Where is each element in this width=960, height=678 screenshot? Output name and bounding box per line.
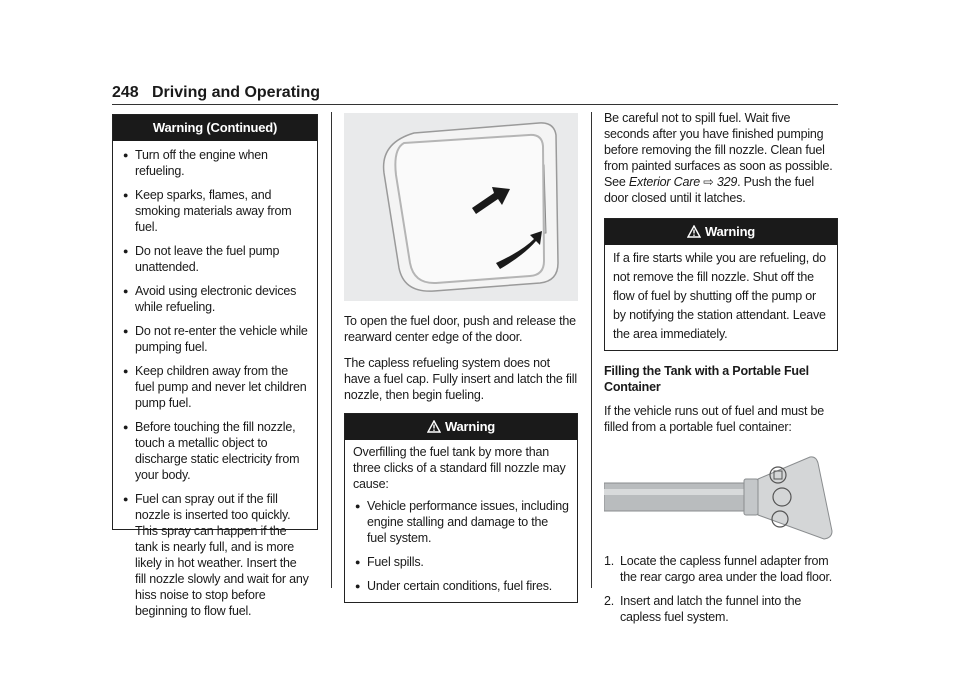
fuel-door-illustration: [344, 113, 578, 301]
column-2: [344, 113, 578, 603]
warning-intro: Overfilling the fuel tank by more than three clicks of a standard fill nozzle may cause:: [353, 445, 566, 491]
warning-bullet-list: [353, 498, 569, 594]
warning-title: Warning: [704, 224, 756, 239]
warning-bullet: ● Fuel spills.: [353, 554, 569, 570]
column-1: [112, 114, 318, 618]
page-header: [112, 82, 838, 105]
funnel-adapter-icon: [604, 453, 838, 541]
warning-bullet: ● Keep children away from the fuel pump and never let children pump fuel.: [121, 363, 309, 411]
step-text: Insert and latch the funnel into the capless fuel system.: [620, 594, 802, 624]
fuel-door-icon: [344, 113, 578, 301]
paragraph: [604, 110, 838, 206]
page-number: 248: [112, 84, 139, 101]
warning-text: If a fire starts while you are refueling, do not remove the fill nozzle. Shut off the flow of fuel by shutting off the pump or by notifying the station attendant. Leave the area immediately.: [613, 251, 826, 341]
warning-bullet: ● Keep sparks, flames, and smoking materials away from fuel.: [121, 187, 309, 235]
paragraph: If the vehicle runs out of fuel and must be filled from a portable fuel container:: [604, 404, 825, 434]
paragraph-text: . Push the fuel door closed until it latches.: [604, 175, 814, 205]
paragraph-text: Be careful not to spill fuel. Wait five seconds after you have finished pumping before removing the fill nozzle. Clean fuel from painted surfaces as soon as possible. See: [604, 111, 833, 189]
step-number: 2.: [604, 594, 615, 608]
warning-header: [345, 414, 577, 440]
warning-triangle-icon: [427, 420, 441, 433]
paragraph: The capless refueling system does not have a fuel cap. Fully insert and latch the fill nozzle, then begin fueling.: [344, 356, 577, 402]
step-list: [604, 553, 838, 625]
funnel-adapter-illustration: [604, 453, 838, 541]
paragraph: To open the fuel door, push and release the rearward center edge of the door.: [344, 314, 576, 344]
step-number: 1.: [604, 554, 615, 568]
warning-header: [605, 219, 837, 245]
warning-box: [604, 218, 838, 351]
warning-bullet: ● Under certain conditions, fuel fires.: [353, 578, 569, 594]
warning-bullet-list: [121, 147, 309, 619]
warning-bullet: ● Do not re-enter the vehicle while pumping fuel.: [121, 323, 309, 355]
warning-bullet: ● Turn off the engine when refueling.: [121, 147, 309, 179]
page-reference[interactable]: 329: [716, 175, 738, 189]
warning-triangle-icon: [687, 225, 701, 238]
section-title: Driving and Operating: [152, 84, 321, 101]
warning-continued-title: Warning (Continued): [113, 115, 317, 141]
warning-bullet: ● Do not leave the fuel pump unattended.: [121, 243, 309, 275]
step-item: [604, 593, 838, 625]
warning-bullet: ● Before touching the fill nozzle, touch a metallic object to discharge static electricity from your body.: [121, 419, 309, 483]
page-reference-icon: ⇨: [703, 175, 714, 189]
step-text: Locate the capless funnel adapter from the rear cargo area under the load floor.: [620, 554, 833, 584]
warning-bullet: ● Vehicle performance issues, including engine stalling and damage to the fuel system.: [353, 498, 569, 546]
column-3: [604, 110, 838, 633]
warning-bullet: ● Fuel can spray out if the fill nozzle is inserted too quickly. This spray can happen if the tank is nearly full, and is more likely in hot weather. Insert the fill nozzle slowly and wait for any hiss noise to stop before beginning to flow fuel.: [121, 491, 309, 619]
warning-title: Warning: [444, 419, 496, 434]
subheading: Filling the Tank with a Portable Fuel Container: [604, 364, 809, 394]
column-divider-1: [331, 112, 332, 588]
warning-continued-box: [112, 114, 318, 618]
warning-box: [344, 413, 578, 603]
column-divider-2: [591, 112, 592, 588]
step-item: [604, 553, 838, 585]
cross-reference-link[interactable]: Exterior Care: [628, 175, 700, 189]
warning-bullet: ● Avoid using electronic devices while refueling.: [121, 283, 309, 315]
